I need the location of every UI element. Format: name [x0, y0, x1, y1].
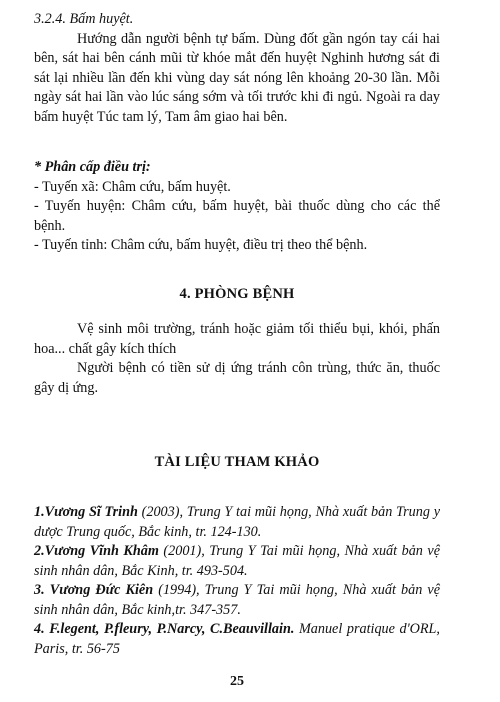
references-heading: TÀI LIỆU THAM KHẢO: [154, 454, 320, 470]
list-item: - Tuyến xã: Châm cứu, bấm huyệt.: [34, 178, 231, 195]
reference-item: [34, 503, 440, 542]
phan-cap-dieu-tri: [34, 158, 440, 256]
list-item: - Tuyến tỉnh: Châm cứu, bấm huyệt, điều trị theo thể bệnh.: [34, 237, 368, 253]
reference-details: (2001), Trung Y Tai mũi họng, Nhà xuất bản vệ sinh nhân dân, Bắc Kinh, tr. 493-504.: [34, 543, 440, 579]
reference-details: Manuel pratique d'ORL, Paris, tr. 56-75: [34, 621, 440, 657]
phong-benh-paragraph: Vệ sinh môi trường, tránh hoặc giảm tối thiểu bụi, khói, phấn hoa... chất gây kích thích: [34, 321, 440, 357]
phan-cap-heading: * Phân cấp điều trị:: [34, 159, 151, 175]
reference-author: 3. Vương Đức Kiên: [34, 582, 154, 598]
reference-details: (2003), Trung Y tai mũi họng, Nhà xuất bản Trung y dược Trung quốc, Bắc kinh, tr. 124-130.: [34, 504, 440, 540]
page-number: 25: [230, 674, 244, 689]
section-3-2-4: [34, 10, 440, 127]
phong-benh-body: [34, 320, 440, 398]
reference-item: [34, 620, 440, 659]
reference-author: 2.Vương Vĩnh Khâm: [34, 543, 159, 559]
reference-item: [34, 581, 440, 620]
list-item: - Tuyến huyện: Châm cứu, bấm huyệt, bài thuốc dùng cho các thể bệnh.: [34, 198, 440, 234]
reference-author: 1.Vương Sĩ Trinh: [34, 504, 138, 520]
reference-details: (1994), Trung Y Tai mũi họng, Nhà xuất bản vệ sinh nhân dân, Bắc kinh,tr. 347-357.: [34, 582, 440, 618]
reference-author: 4. F.legent, P.fleury, P.Narcy, C.Beauvillain.: [34, 621, 295, 637]
phong-benh-paragraph: Người bệnh có tiền sử dị ứng tránh côn trùng, thức ăn, thuốc gây dị ứng.: [34, 360, 440, 396]
section-4-heading: 4. PHÒNG BỆNH: [179, 286, 295, 302]
references-list: [34, 503, 440, 659]
reference-item: [34, 542, 440, 581]
bam-huyet-paragraph: Hướng dẫn người bệnh tự bấm. Dùng đốt gần ngón tay cái hai bên, sát hai bên cánh mũi từ khóe mắt đến huyệt Nghinh hương sát đi sát lại nhiều lần đến khi vùng day sát nóng lên khoảng 20-30 lần. Mỗi ngày sát hai lần vào lúc sáng sớm và tối trước khi đi ngủ. Ngoài ra day bấm huyệt Túc tam lý, Tam âm giao hai bên.: [34, 30, 440, 125]
section-title: 3.2.4. Bấm huyệt.: [34, 11, 134, 27]
